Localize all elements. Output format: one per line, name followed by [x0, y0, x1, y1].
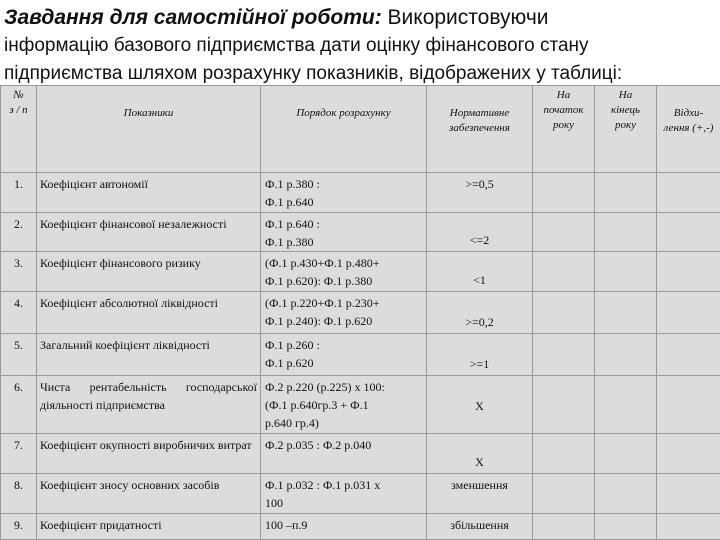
table-row: [1, 334, 720, 376]
row-number: 3.: [1, 252, 37, 292]
calc-line: Ф.1 р.620: [265, 356, 314, 370]
row-start-value[interactable]: [533, 434, 595, 474]
row-norm: >=1: [427, 334, 533, 376]
table-row: [1, 376, 720, 434]
row-end-value[interactable]: [595, 514, 657, 540]
assignment-title-rest: Використовуючи: [381, 6, 549, 29]
header-start-year: [533, 86, 595, 173]
row-number: 4.: [1, 292, 37, 334]
row-number: 5.: [1, 334, 37, 376]
header-calculation: [261, 86, 427, 173]
row-indicator: Коефіцієнт зносу основних засобів: [37, 474, 261, 514]
header-end-line3: року: [614, 119, 637, 131]
header-end-line2: кінець: [610, 104, 641, 116]
header-calculation-label: Порядок розрахунку: [296, 107, 391, 119]
row-norm: збільшення: [427, 514, 533, 540]
calc-line: 100: [265, 496, 283, 510]
row-deviation-value[interactable]: [657, 213, 720, 252]
assignment-text-line-2: інформацію базового підприємства дати оцінку фінансового стану: [4, 35, 589, 56]
assignment-text-line-3: підприємства шляхом розрахунку показників, відображених у таблиці:: [4, 63, 623, 84]
table-row: [1, 292, 720, 334]
row-number: 6.: [1, 376, 37, 434]
row-norm: >=0,5: [427, 173, 533, 213]
assignment-title-bold: Завдання для самостійної роботи:: [4, 6, 382, 29]
calc-line: Ф.1 р.380: [265, 235, 314, 249]
row-number: 1.: [1, 173, 37, 213]
table-row: [1, 173, 720, 213]
row-start-value[interactable]: [533, 292, 595, 334]
row-deviation-value[interactable]: [657, 292, 720, 334]
row-number: 8.: [1, 474, 37, 514]
row-start-value[interactable]: [533, 252, 595, 292]
row-end-value[interactable]: [595, 474, 657, 514]
calc-line: Ф.1 р.240): Ф.1 р.620: [265, 314, 373, 328]
row-indicator: Коефіцієнт фінансової незалежності: [37, 213, 261, 252]
row-start-value[interactable]: [533, 334, 595, 376]
header-start-line1: На: [556, 89, 571, 101]
row-indicator: Коефіцієнт абсолютної ліквідності: [37, 292, 261, 334]
row-end-value[interactable]: [595, 376, 657, 434]
row-deviation-value[interactable]: [657, 173, 720, 213]
header-number: [1, 86, 37, 173]
row-end-value[interactable]: [595, 213, 657, 252]
indicators-table: [0, 85, 720, 540]
header-norm-line1: Нормативне: [449, 107, 510, 119]
row-deviation-value[interactable]: [657, 474, 720, 514]
row-indicator: Коефіцієнт автономії: [37, 173, 261, 213]
row-norm: Х: [427, 434, 533, 474]
header-deviation-line1: Відхи-: [673, 107, 704, 119]
row-indicator: Коефіцієнт фінансового ризику: [37, 252, 261, 292]
calc-line: Ф.1 р.380 :: [265, 177, 320, 191]
calc-line: Ф.1 р.640 :: [265, 217, 320, 231]
row-indicator: Коефіцієнт придатності: [37, 514, 261, 540]
row-calculation: [261, 213, 427, 252]
row-start-value[interactable]: [533, 213, 595, 252]
row-end-value[interactable]: [595, 252, 657, 292]
calc-line: Ф.1 р.032 : Ф.1 р.031 х: [265, 478, 381, 492]
row-start-value[interactable]: [533, 173, 595, 213]
table-header-row: [1, 86, 720, 173]
header-deviation-line2: лення (+,-): [663, 122, 714, 134]
row-calculation: [261, 514, 427, 540]
row-calculation: [261, 376, 427, 434]
calc-line: Ф.1 р.620): Ф.1 р.380: [265, 274, 373, 288]
row-indicator: Чиста рентабельність господарської діяльності підприємства: [37, 376, 261, 434]
row-start-value[interactable]: [533, 474, 595, 514]
row-norm: Х: [427, 376, 533, 434]
header-end-line1: На: [618, 89, 633, 101]
row-number: 9.: [1, 514, 37, 540]
row-calculation: [261, 252, 427, 292]
header-norm: [427, 86, 533, 173]
header-start-line3: року: [552, 119, 575, 131]
table-row: [1, 434, 720, 474]
row-end-value[interactable]: [595, 334, 657, 376]
table-row: [1, 514, 720, 540]
row-deviation-value[interactable]: [657, 434, 720, 474]
calc-line: (Ф.1 р.430+Ф.1 р.480+: [265, 256, 380, 270]
calc-line: (Ф.1 р.220+Ф.1 р.230+: [265, 296, 380, 310]
row-end-value[interactable]: [595, 434, 657, 474]
row-norm: <=2: [427, 213, 533, 252]
header-number-line2: з / п: [9, 104, 28, 116]
row-calculation: [261, 173, 427, 213]
header-end-year: [595, 86, 657, 173]
header-indicator-label: Показники: [123, 107, 174, 119]
row-calculation: [261, 334, 427, 376]
table-row: [1, 474, 720, 514]
calc-line: р.640 гр.4): [265, 416, 319, 430]
row-norm: >=0,2: [427, 292, 533, 334]
header-norm-line2: забезпечення: [449, 122, 510, 134]
row-number: 2.: [1, 213, 37, 252]
table-row: [1, 213, 720, 252]
row-number: 7.: [1, 434, 37, 474]
assignment-header: [4, 4, 716, 87]
row-norm: зменшення: [427, 474, 533, 514]
row-calculation: [261, 434, 427, 474]
row-deviation-value[interactable]: [657, 334, 720, 376]
row-norm: <1: [427, 252, 533, 292]
header-start-line2: початок: [543, 104, 584, 116]
calc-line: Ф.2 р.035 : Ф.2 р.040: [265, 438, 372, 452]
row-start-value[interactable]: [533, 376, 595, 434]
row-calculation: [261, 474, 427, 514]
row-end-value[interactable]: [595, 173, 657, 213]
row-indicator: Загальний коефіцієнт ліквідності: [37, 334, 261, 376]
calc-line: (Ф.1 р.640гр.3 + Ф.1: [265, 398, 369, 412]
row-end-value[interactable]: [595, 292, 657, 334]
assignment-title: [4, 4, 716, 31]
row-deviation-value[interactable]: [657, 376, 720, 434]
calc-line: Ф.1 р.640: [265, 195, 314, 209]
calc-line: 100 –п.9: [265, 518, 308, 532]
header-number-line1: №: [13, 89, 24, 101]
row-deviation-value[interactable]: [657, 252, 720, 292]
calc-line: Ф.1 р.260 :: [265, 338, 320, 352]
row-indicator: Коефіцієнт окупності виробничих витрат: [37, 434, 261, 474]
row-start-value[interactable]: [533, 514, 595, 540]
table-row: [1, 252, 720, 292]
row-calculation: [261, 292, 427, 334]
header-indicator: [37, 86, 261, 173]
calc-line: Ф.2 р.220 (р.225) х 100:: [265, 380, 385, 394]
row-deviation-value[interactable]: [657, 514, 720, 540]
header-deviation: [657, 86, 720, 173]
